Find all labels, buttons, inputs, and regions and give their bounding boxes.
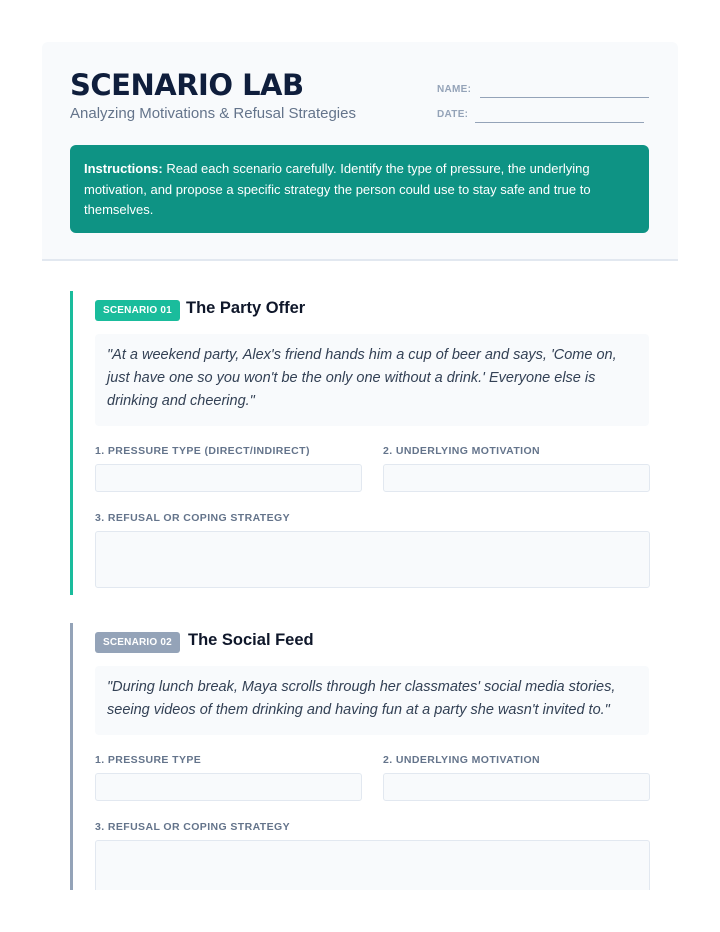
motivation-label: 2. UNDERLYING MOTIVATION	[383, 754, 540, 766]
pressure-type-input[interactable]	[95, 464, 362, 492]
page-title: SCENARIO LAB	[70, 68, 304, 102]
scenario-title: The Social Feed	[188, 631, 314, 649]
scenario-section	[70, 291, 650, 595]
name-label: NAME:	[437, 84, 472, 95]
scenario-accent-bar	[70, 623, 73, 890]
pressure-type-label: 1. PRESSURE TYPE	[95, 754, 202, 766]
date-field-line[interactable]	[475, 122, 644, 123]
scenario-quote: "During lunch break, Maya scrolls through her classmates' social media stories, seeing videos of them drinking and having fun at a party she wasn't invited to."	[95, 666, 649, 735]
scenario-tag: SCENARIO 02	[95, 632, 180, 653]
instructions-box	[70, 145, 649, 233]
scenario-tag: SCENARIO 01	[95, 300, 180, 321]
page-subtitle: Analyzing Motivations & Refusal Strategies	[70, 105, 356, 122]
instructions-text: Read each scenario carefully. Identify the type of pressure, the underlying motivation, and propose a specific strategy the person could use to stay safe and true to themselves.	[84, 161, 591, 217]
motivation-input[interactable]	[383, 464, 650, 492]
motivation-label: 2. UNDERLYING MOTIVATION	[383, 445, 540, 457]
strategy-input[interactable]	[95, 531, 650, 588]
strategy-label: 3. REFUSAL OR COPING STRATEGY	[95, 512, 290, 524]
strategy-label: 3. REFUSAL OR COPING STRATEGY	[95, 821, 290, 833]
scenario-accent-bar	[70, 291, 73, 595]
pressure-type-input[interactable]	[95, 773, 362, 801]
name-field-line[interactable]	[480, 97, 649, 98]
strategy-input[interactable]	[95, 840, 650, 890]
pressure-type-label: 1. PRESSURE TYPE (DIRECT/INDIRECT)	[95, 445, 310, 457]
scenario-title: The Party Offer	[186, 299, 306, 317]
motivation-input[interactable]	[383, 773, 650, 801]
date-label: DATE:	[437, 109, 469, 120]
scenario-quote: "At a weekend party, Alex's friend hands him a cup of beer and says, 'Come on, just have one so you won't be the only one without a drink.' Everyone else is drinking and cheering."	[95, 334, 649, 426]
instructions-lead: Instructions:	[84, 161, 163, 176]
scenario-section	[70, 623, 650, 890]
worksheet-header	[42, 42, 678, 261]
